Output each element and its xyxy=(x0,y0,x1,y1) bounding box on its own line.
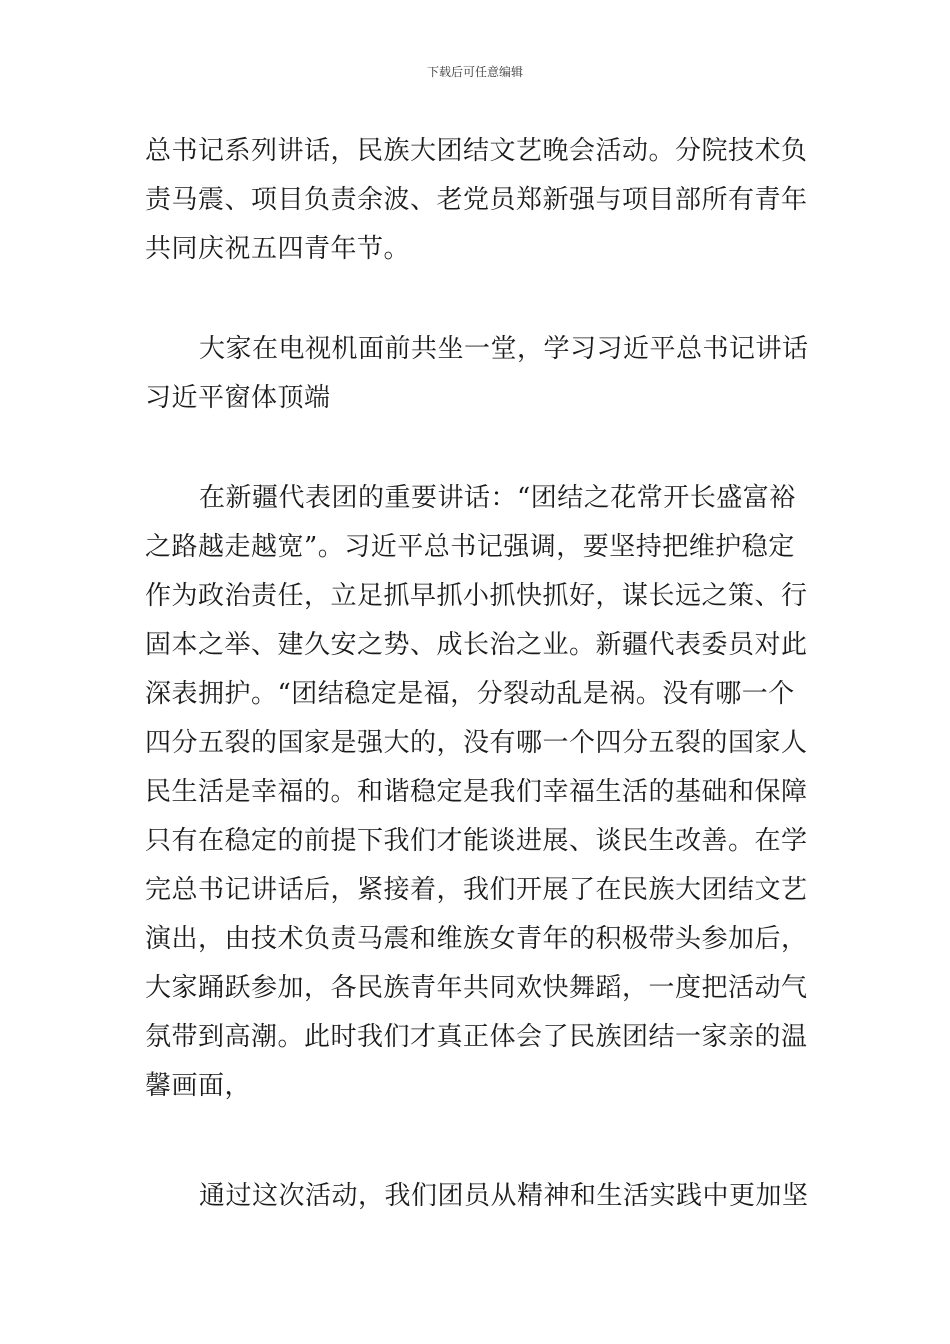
text-line: 固本之举、建久安之势、成长治之业。新疆代表委员对此 xyxy=(145,630,808,660)
text-line: 在新疆代表团的重要讲话：“团结之花常开长盛富裕 xyxy=(199,483,796,513)
text-line: 共同庆祝五四青年节。 xyxy=(145,234,411,264)
paragraph-2 xyxy=(145,325,810,423)
page-header: 下载后可任意编辑 xyxy=(426,65,523,79)
text-line: 只有在稳定的前提下我们才能谈进展、谈民生改善。在学 xyxy=(145,826,808,856)
text-line: 演出，由技术负责马震和维族女青年的积极带头参加后， xyxy=(145,924,808,954)
text-line: 总书记系列讲话，民族大团结文艺晚会活动。分院技术负 xyxy=(145,136,808,166)
text-line: 责马震、项目负责余波、老党员郑新强与项目部所有青年 xyxy=(145,185,808,215)
paragraph-1 xyxy=(145,127,810,274)
text-line: 之路越走越宽”。习近平总书记强调，要坚持把维护稳定 xyxy=(145,532,795,562)
text-line: 馨画面， xyxy=(145,1071,252,1101)
text-line: 大家踊跃参加，各民族青年共同欢快舞蹈，一度把活动气 xyxy=(145,973,808,1003)
text-line: 四分五裂的国家是强大的，没有哪一个四分五裂的国家人 xyxy=(145,728,808,758)
text-line: 习近平窗体顶端 xyxy=(145,383,331,413)
text-line: 深表拥护。“团结稳定是福，分裂动乱是祸。没有哪一个 xyxy=(145,679,795,709)
text-line: 通过这次活动，我们团员从精神和生活实践中更加坚 xyxy=(199,1181,809,1211)
text-line: 大家在电视机面前共坐一堂，学习习近平总书记讲话 xyxy=(199,334,809,364)
text-line: 完总书记讲话后，紧接着，我们开展了在民族大团结文艺 xyxy=(145,875,808,905)
text-line: 作为政治责任，立足抓早抓小抓快抓好，谋长远之策、行 xyxy=(145,581,808,611)
paragraph-4 xyxy=(145,1172,810,1221)
paragraph-3 xyxy=(145,474,810,1111)
text-line: 氛带到高潮。此时我们才真正体会了民族团结一家亲的温 xyxy=(145,1022,808,1052)
text-line: 民生活是幸福的。和谐稳定是我们幸福生活的基础和保障 xyxy=(145,777,808,807)
